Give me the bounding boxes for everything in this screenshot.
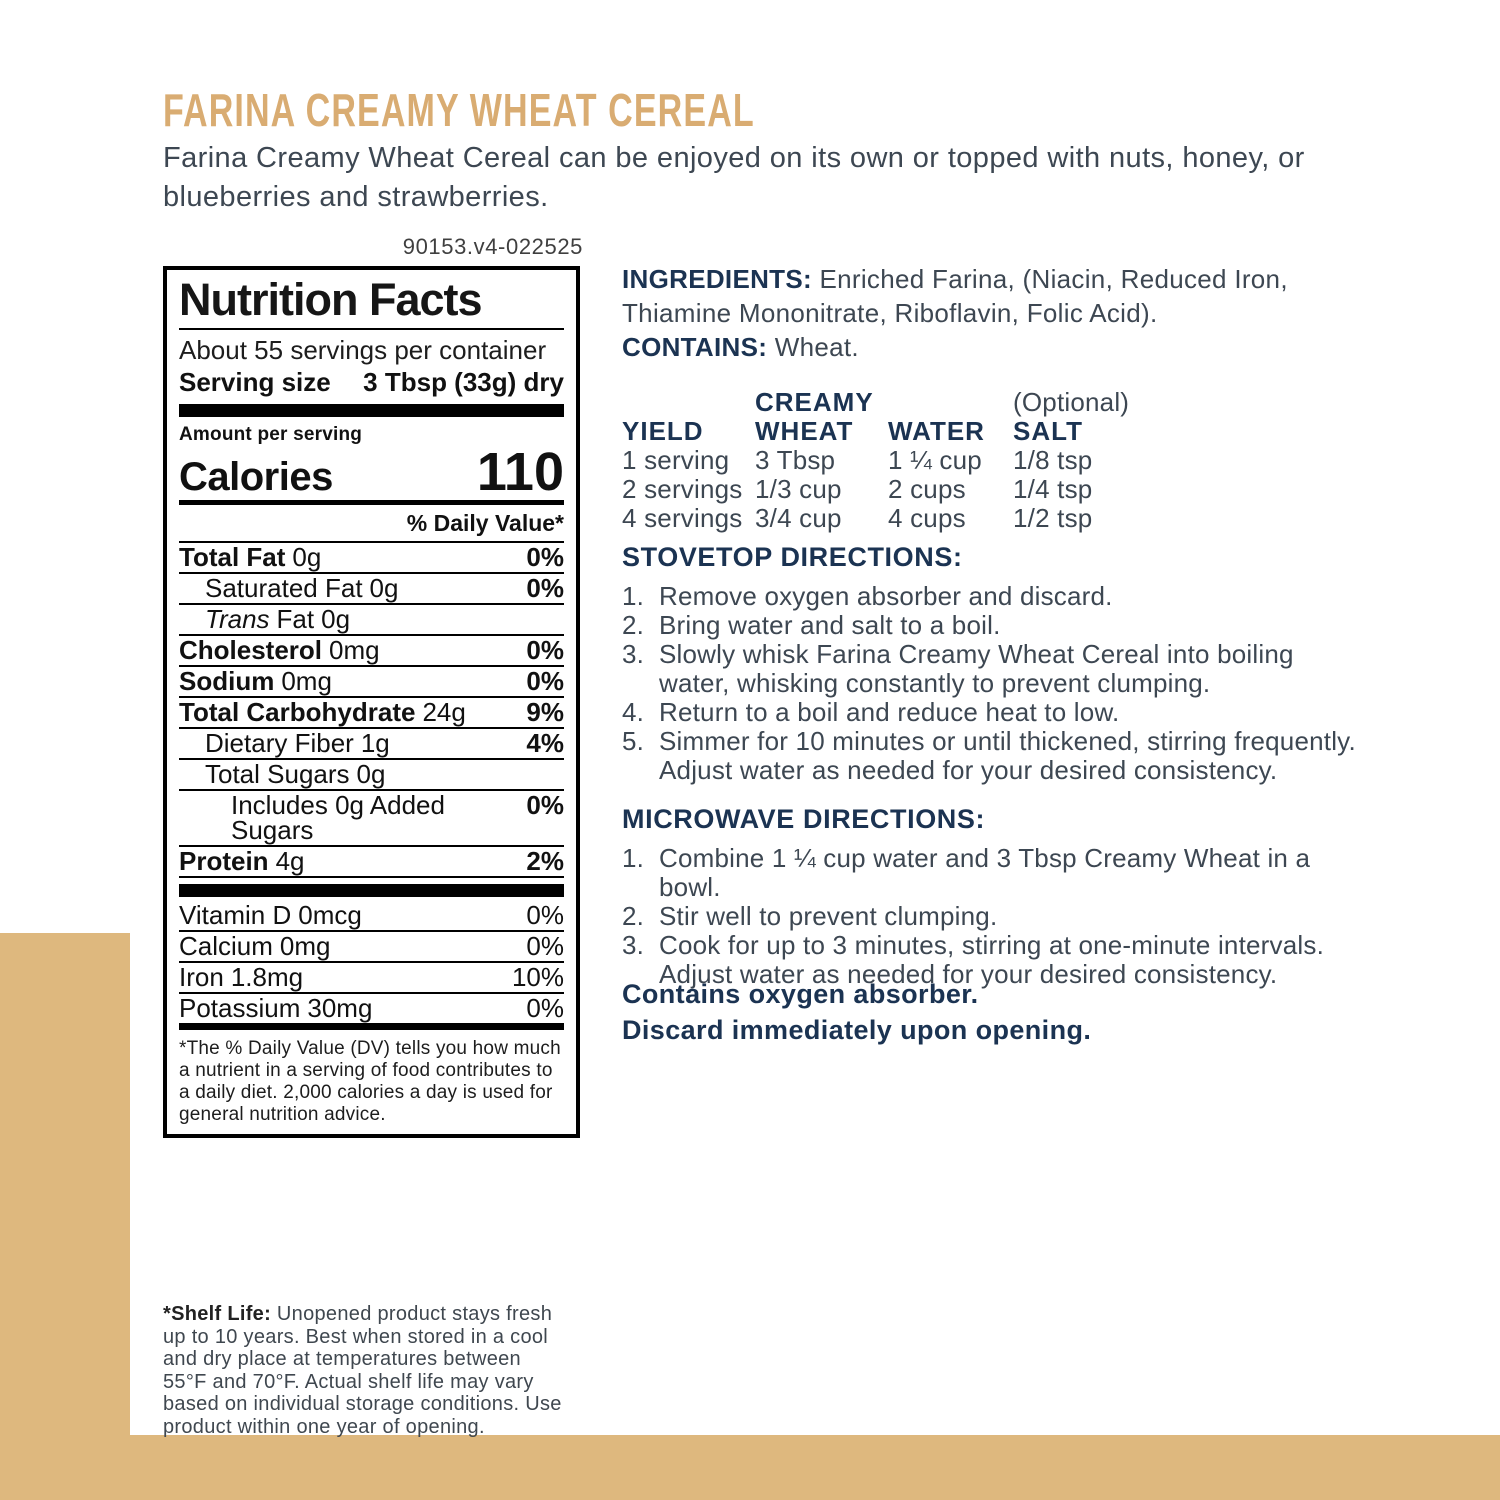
- microwave-directions-section: [622, 804, 1370, 989]
- shelf-life-text: Unopened product stays fresh up to 10 years. Best when stored in a cool and dry place at temperatures between 55°F and 70°F. Actual shelf life may vary based on individual storage conditions. Use product within one year of opening.: [163, 1303, 562, 1438]
- micro-row-calcium: Calcium 0mg 0%: [179, 931, 564, 961]
- stovetop-step: Simmer for 10 minutes or until thickened, stirring frequently. Adjust water as needed for your desired consistency.: [659, 726, 1356, 785]
- contains-text: Wheat.: [767, 332, 859, 362]
- nutrient-row-total-sugars: Total Sugars 0g: [179, 760, 564, 791]
- nutrient-row-total-fat: Total Fat 0g 0%: [179, 542, 564, 572]
- serving-size-row: [179, 366, 564, 398]
- micro-row-iron: Iron 1.8mg 10%: [179, 962, 564, 992]
- nutrient-row-saturated-fat: Saturated Fat 0g 0%: [179, 574, 564, 605]
- oxygen-absorber-note: [622, 976, 1370, 1048]
- label-version-code: 90153.v4-022525: [402, 234, 583, 259]
- yield-cell: 3 Tbsp: [755, 445, 836, 475]
- stovetop-step: Return to a boil and reduce heat to low.: [659, 697, 1120, 727]
- nutrient-row-trans-fat: Trans Fat 0g: [179, 605, 564, 636]
- thick-divider: [179, 884, 564, 897]
- yield-cell: 1 serving: [622, 445, 730, 475]
- product-description: Farina Creamy Wheat Cereal can be enjoyed on its own or topped with nuts, honey, or blueberries and strawberries.: [163, 142, 1305, 213]
- yield-cell: 4 servings: [622, 503, 743, 533]
- micro-row-vitamin-d: Vitamin D 0mcg 0%: [179, 900, 564, 930]
- stovetop-step: Slowly whisk Farina Creamy Wheat Cereal into boiling water, whisking constantly to prevent clumping.: [659, 639, 1294, 698]
- ingredients-section: [622, 262, 1370, 364]
- yield-cell: 4 cups: [888, 503, 966, 533]
- nutrient-row-sodium: Sodium 0mg 0%: [179, 666, 564, 696]
- absorber-note-line2: Discard immediately upon opening.: [622, 1015, 1092, 1045]
- yield-cell: 1/4 tsp: [1013, 474, 1093, 504]
- stovetop-step: Remove oxygen absorber and discard.: [659, 581, 1113, 611]
- yield-cell: 1/2 tsp: [1013, 503, 1093, 533]
- stovetop-directions-section: [622, 542, 1370, 785]
- stovetop-directions-heading: STOVETOP DIRECTIONS:: [622, 542, 963, 572]
- microwave-directions-heading: MICROWAVE DIRECTIONS:: [622, 804, 986, 834]
- nutrient-row-protein: Protein 4g 2%: [179, 846, 564, 876]
- nutrition-facts-panel: [163, 266, 580, 1138]
- micro-row-potassium: Potassium 30mg 0%: [179, 993, 564, 1023]
- nutrient-row-total-carbohydrate: Total Carbohydrate 24g 9%: [179, 697, 564, 727]
- microwave-steps: [622, 844, 1370, 989]
- calories-value: 110: [476, 442, 564, 502]
- yield-header-water: WATER: [888, 416, 985, 446]
- servings-per-container: About 55 servings per container: [179, 335, 547, 365]
- shelf-life-label: *Shelf Life:: [163, 1303, 272, 1325]
- page-title: FARINA CREAMY WHEAT CEREAL: [163, 83, 755, 136]
- amount-per-serving-label: Amount per serving: [179, 424, 363, 445]
- yield-cell: 1/3 cup: [755, 474, 842, 504]
- yield-header-yield: YIELD: [622, 416, 704, 446]
- microwave-step: Stir well to prevent clumping.: [659, 901, 998, 931]
- yield-cell: 3/4 cup: [755, 503, 842, 533]
- nutrient-row-cholesterol: Cholesterol 0mg 0%: [179, 635, 564, 665]
- daily-value-header: % Daily Value*: [179, 505, 564, 543]
- ingredients-label: INGREDIENTS:: [622, 264, 812, 294]
- ingredients-text: Enriched Farina, (Niacin, Reduced Iron, Thiamine Mononitrate, Riboflavin, Folic Acid).: [622, 264, 1288, 328]
- serving-size-label: Serving size: [179, 367, 331, 397]
- shelf-life-note: [163, 1303, 567, 1438]
- microwave-step: Cook for up to 3 minutes, stirring at one-minute intervals. Adjust water as needed for your desired consistency.: [659, 930, 1324, 989]
- yield-cell: 2 servings: [622, 474, 743, 504]
- daily-value-footnote: *The % Daily Value (DV) tells you how much a nutrient in a serving of food contributes to a daily diet. 2,000 calories a day is used for general nutrition advice.: [179, 1038, 561, 1125]
- calories-label: Calories: [179, 455, 333, 499]
- stovetop-steps: [622, 582, 1370, 785]
- yield-table: [622, 388, 1370, 533]
- yield-header-creamy: CREAMY: [755, 387, 874, 417]
- contains-label: CONTAINS:: [622, 332, 768, 362]
- nutrient-row-dietary-fiber: Dietary Fiber 1g 4%: [179, 729, 564, 760]
- yield-cell: 1 ¼ cup: [888, 445, 982, 475]
- serving-size-value: 3 Tbsp (33g) dry: [363, 367, 564, 397]
- microwave-step: Combine 1 ¼ cup water and 3 Tbsp Creamy Wheat in a bowl.: [659, 843, 1311, 902]
- divider: [179, 328, 564, 330]
- nutrient-row-added-sugars: Includes 0g Added Sugars 0%: [179, 791, 564, 847]
- nutrition-facts-title: Nutrition Facts: [179, 274, 482, 325]
- accent-left-band: [0, 933, 130, 1500]
- yield-header-salt: SALT: [1013, 416, 1083, 446]
- yield-cell: 1/8 tsp: [1013, 445, 1093, 475]
- yield-header-wheat: WHEAT: [755, 416, 854, 446]
- calories-row: [179, 442, 564, 502]
- stovetop-step: Bring water and salt to a boil.: [659, 610, 1001, 640]
- accent-bottom-band: [0, 1435, 1500, 1500]
- yield-header-optional: (Optional): [1013, 387, 1130, 417]
- thick-divider: [179, 404, 564, 417]
- yield-cell: 2 cups: [888, 474, 966, 504]
- absorber-note-line1: Contains oxygen absorber.: [622, 979, 979, 1009]
